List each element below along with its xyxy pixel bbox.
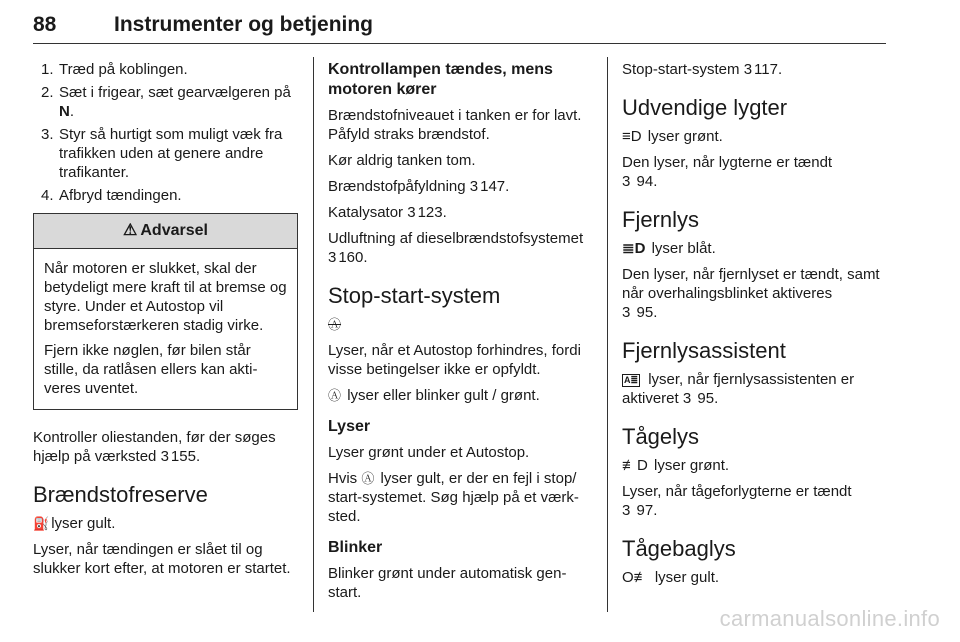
- page-ref-icon: 3: [160, 448, 169, 465]
- page-ref-icon: 3: [622, 173, 631, 190]
- page-ref-icon: 3: [407, 204, 416, 221]
- page-ref-icon: 3: [469, 178, 479, 195]
- column-divider-2: [607, 57, 608, 612]
- procedure-list: [33, 60, 298, 205]
- rear-fog-icon: O≢: [622, 569, 649, 586]
- chapter-title: Instrumenter og betjening: [114, 13, 374, 36]
- oil-check-text: Kontroller oliestanden, før der søges hjælp på værksted 3 155.: [33, 429, 276, 465]
- warning-paragraph: Fjern ikke nøglen, før bilen står stille, da ratlåsen ellers kan aktiveres uventet.: [44, 342, 258, 397]
- list-item: 2. Sæt i frigear, sæt gearvælgeren på N.: [41, 84, 291, 120]
- page-ref-icon: 3: [328, 249, 337, 266]
- fuel-description: Lyser, når tændingen er slået til og slukker kort efter, at motoren er startet.: [33, 541, 291, 577]
- page-header: [33, 8, 886, 44]
- warning-header: [34, 214, 297, 249]
- section-heading-exterior-lights: Udvendige lygter: [622, 95, 788, 120]
- subheading-lyser: Lyser: [328, 418, 371, 435]
- list-item: 3. Styr så hurtigt som muligt væk fra trafikken uden at genere andre trafikanter.: [41, 126, 283, 181]
- column-1: 1. Træd på koblingen. 2. Sæt i frigear, sæt gearvælgeren på N. 3. Styr så hurtigt som muligt væk fra trafikken uden at genere andre trafikanter. 4. Afbryd tændingen. ⚠ Advarsel Når motoren er slukket, skal der betydeligt mere kraft til at bremse og styre. Under et Autostop vil bremseforstærkeren stadig virke. Fjern ikke nøglen, før bilen står stille, da ratlåsen ellers kan aktiveres uventet. Kontroller oliestanden, før der søges hjælp på værksted 3 155. Brændstofreserve ⛽ lyser gult. Lyser, når tændingen er slået til og slukker kort efter, at motoren er startet.: [33, 60, 298, 585]
- warning-box: [33, 213, 298, 410]
- section-heading-high-beam: Fjernlys: [622, 207, 700, 232]
- warning-triangle-icon: ⚠: [123, 222, 138, 239]
- fuel-pump-icon: ⛽: [33, 516, 50, 531]
- autostop-icon: Ⓐ: [328, 388, 342, 403]
- warning-body: [34, 249, 297, 409]
- autostop-struck-icon: Ⓐ: [328, 317, 342, 332]
- column-divider-1: [313, 57, 314, 612]
- warning-paragraph: Når motoren er slukket, skal der betydeligt mere kraft til at bremse og styre. Under et Autostop vil bremseforstærkeren stadig virke.: [44, 260, 287, 334]
- fog-light-icon: ≢D: [622, 457, 648, 474]
- autostop-icon: Ⓐ: [361, 471, 375, 486]
- page-ref-icon: 3: [622, 304, 631, 321]
- page-ref-icon: 3: [682, 390, 692, 407]
- header-rule: [33, 43, 886, 44]
- section-heading-stop-start: Stop-start-system: [328, 283, 501, 308]
- warning-title: Advarsel: [140, 222, 208, 239]
- page-ref-icon: 3: [743, 61, 753, 78]
- column-2: Kontrollampen tændes, mens motoren kører Brændstofniveauet i tanken er for lavt. Påfyld straks brændstof. Kør aldrig tanken tom. Brændstofpåfyldning 3 147. Katalysator 3 123. Udluftning af dieselbrændstofsystemet 3 160. Stop-start-system Ⓐ Lyser, når et Autostop forhindres, fordi visse betingelser ikke er opfyldt. Ⓐ lyser eller blinker gult / grønt. Lyser Lyser grønt under et Autostop. Hvis Ⓐ lyser gult, er der en fejl i stop/ start-systemet. Søg hjælp på et værksted. Blinker Blinker grønt under automatisk genstart.: [328, 60, 592, 609]
- section-heading-fuel-reserve: Brændstofreserve: [33, 482, 208, 507]
- section-heading-fog-lights: Tågelys: [622, 424, 700, 449]
- subheading-lamp-on: Kontrollampen tændes, mens motoren kører: [328, 61, 553, 98]
- page-ref-icon: 3: [622, 502, 631, 519]
- watermark: carmanualsonline.info: [719, 606, 940, 631]
- column-3: Stop-start-system 3 117. Udvendige lygter ≡D lyser grønt. Den lyser, når lygterne er tændt 3 94. Fjernlys ≣D lyser blåt. Den lyser, når fjernlyset er tændt, samt når overhalingsblinket aktiveres 3 95. Fjernlysassistent A≣ lyser, når fjernlysassistenten er aktiveret 3 95. Tågelys ≢D lyser grønt. Lyser, når tågeforlygterne er tændt 3 97. Tågebaglys O≢ lyser gult.: [622, 60, 888, 594]
- exterior-light-icon: ≡D: [622, 128, 642, 145]
- page-number: 88: [33, 13, 57, 36]
- list-item: 4. Afbryd tændingen.: [41, 187, 182, 204]
- subheading-blinker: Blinker: [328, 539, 383, 556]
- high-beam-assist-icon: A≣: [624, 375, 639, 385]
- section-heading-high-beam-assist: Fjernlysassistent: [622, 338, 786, 363]
- high-beam-icon: ≣D: [622, 240, 646, 257]
- section-heading-rear-fog: Tågebaglys: [622, 536, 736, 561]
- list-item: 1. Træd på koblingen.: [41, 61, 188, 78]
